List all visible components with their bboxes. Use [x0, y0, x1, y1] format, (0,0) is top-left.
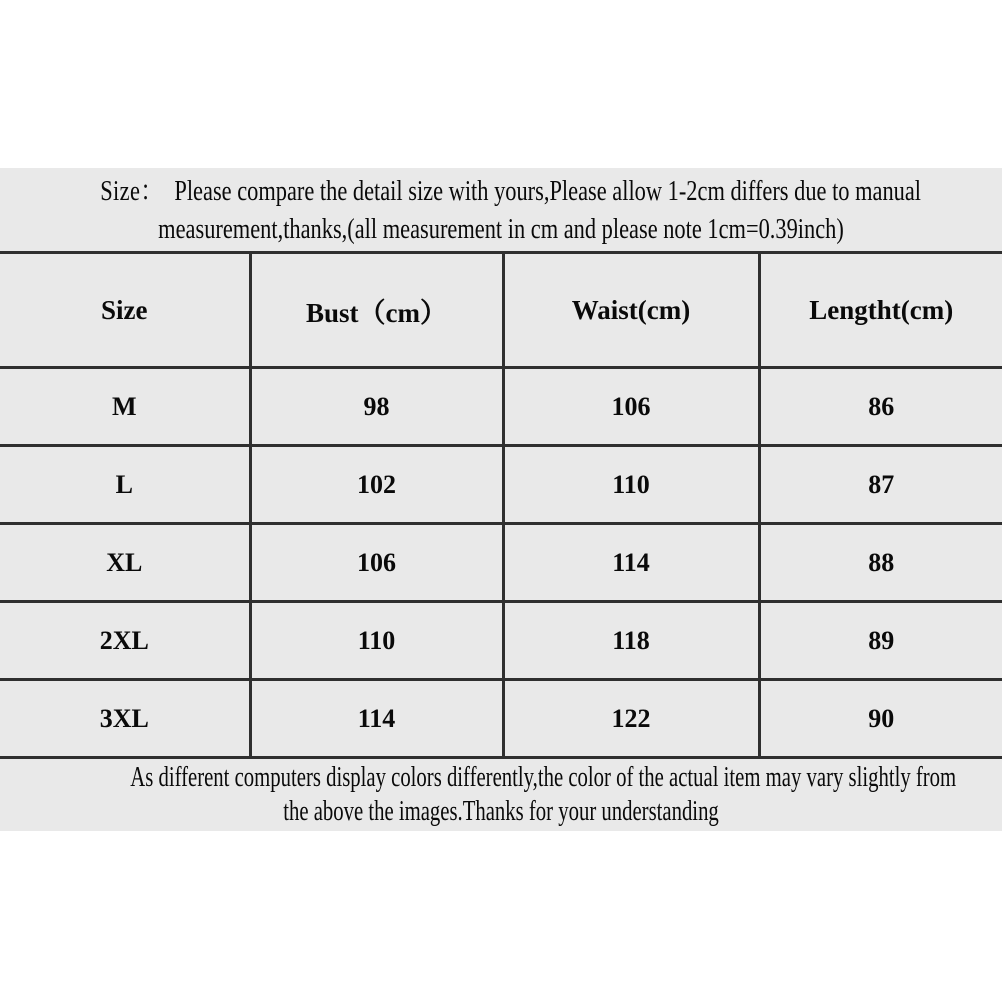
- bust-value: 98: [250, 368, 503, 446]
- size-table-header-row: [0, 253, 1002, 368]
- size-note-label: Size：: [100, 176, 164, 207]
- size-label: M: [0, 368, 250, 446]
- size-label: XL: [0, 524, 250, 602]
- bust-value: 110: [250, 602, 503, 680]
- size-label: 3XL: [0, 680, 250, 758]
- waist-value: 106: [503, 368, 759, 446]
- color-disclaimer-note: [0, 759, 1002, 831]
- table-row-2xl: [0, 602, 1002, 680]
- waist-value: 118: [503, 602, 759, 680]
- column-header-length: Lengtht(cm): [759, 253, 1002, 368]
- length-value: 88: [759, 524, 1002, 602]
- bust-value: 114: [250, 680, 503, 758]
- table-row-xl: [0, 524, 1002, 602]
- measurement-note: [0, 168, 1002, 251]
- size-label: L: [0, 446, 250, 524]
- color-disclaimer-line2: the above the images.Thanks for your understanding: [283, 796, 719, 827]
- waist-value: 114: [503, 524, 759, 602]
- length-value: 87: [759, 446, 1002, 524]
- size-table: [0, 251, 1002, 759]
- column-header-bust: Bust（cm）: [250, 253, 503, 368]
- length-value: 86: [759, 368, 1002, 446]
- length-value: 90: [759, 680, 1002, 758]
- measurement-note-line1: [100, 173, 922, 211]
- length-value: 89: [759, 602, 1002, 680]
- table-row-l: [0, 446, 1002, 524]
- column-header-waist: Waist(cm): [503, 253, 759, 368]
- table-row-m: [0, 368, 1002, 446]
- table-row-3xl: [0, 680, 1002, 758]
- bust-value: 106: [250, 524, 503, 602]
- bust-value: 102: [250, 446, 503, 524]
- measurement-note-line2-text: measurement,thanks,(all measurement in cm and please note 1cm=0.39inch): [158, 214, 844, 245]
- size-label: 2XL: [0, 602, 250, 680]
- waist-value: 110: [503, 446, 759, 524]
- measurement-note-line1-text: Please compare the detail size with yours,Please allow 1-2cm differs due to manual: [174, 176, 922, 207]
- waist-value: 122: [503, 680, 759, 758]
- measurement-note-line2: [100, 211, 902, 249]
- color-disclaimer-line1: As different computers display colors differently,the color of the actual item may vary slightly from: [130, 762, 957, 793]
- column-header-size: Size: [0, 253, 250, 368]
